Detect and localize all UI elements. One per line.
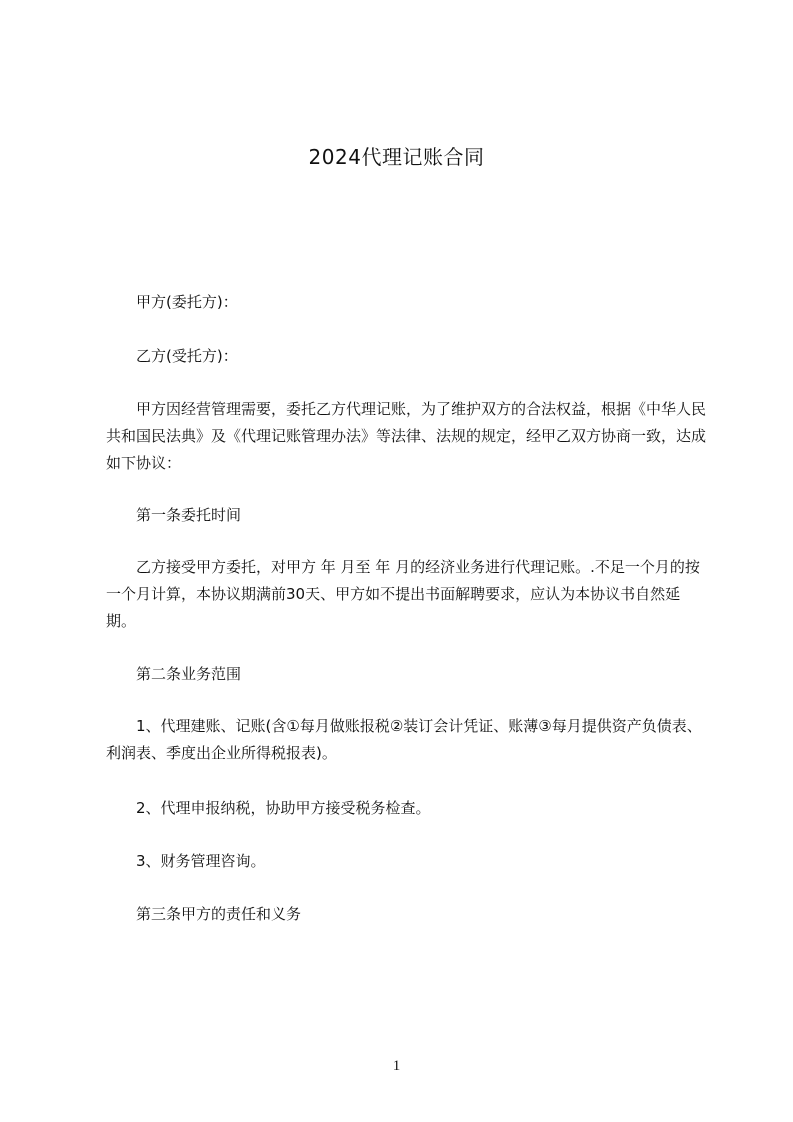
article-2-item-1: 1、代理建账、记账(含①每月做账报税②装订会计凭证、账薄③每月提供资产负债表、利润表、季度出企业所得税报表)。 — [106, 717, 702, 762]
page-number: 1 — [392, 1058, 401, 1074]
preamble-paragraph: 甲方因经营管理需要，委托乙方代理记账，为了维护双方的合法权益，根据《中华人民共和国民法典》及《代理记账管理办法》等法律、法规的规定，经甲乙双方协商一致，达成如下协议： — [106, 400, 706, 472]
party-b-label: 乙方(受托方)： — [136, 347, 238, 365]
party-a-label: 甲方(委托方)： — [136, 293, 238, 311]
article-3-heading: 第三条甲方的责任和义务 — [136, 905, 302, 923]
article-2-item-2: 2、代理申报纳税，协助甲方接受税务检查。 — [136, 799, 431, 817]
document-title: 2024代理记账合同 — [308, 145, 485, 169]
article-2-heading: 第二条业务范围 — [136, 665, 242, 683]
article-1-heading: 第一条委托时间 — [136, 506, 242, 524]
article-2-item-3: 3、财务管理咨询。 — [136, 852, 266, 870]
article-1-body: 乙方接受甲方委托，对甲方 年 月至 年 月的经济业务进行代理记账。.不足一个月的按一个月计算，本协议期满前30天、甲方如不提出书面解聘要求，应认为本协议书自然延期。 — [106, 558, 700, 630]
